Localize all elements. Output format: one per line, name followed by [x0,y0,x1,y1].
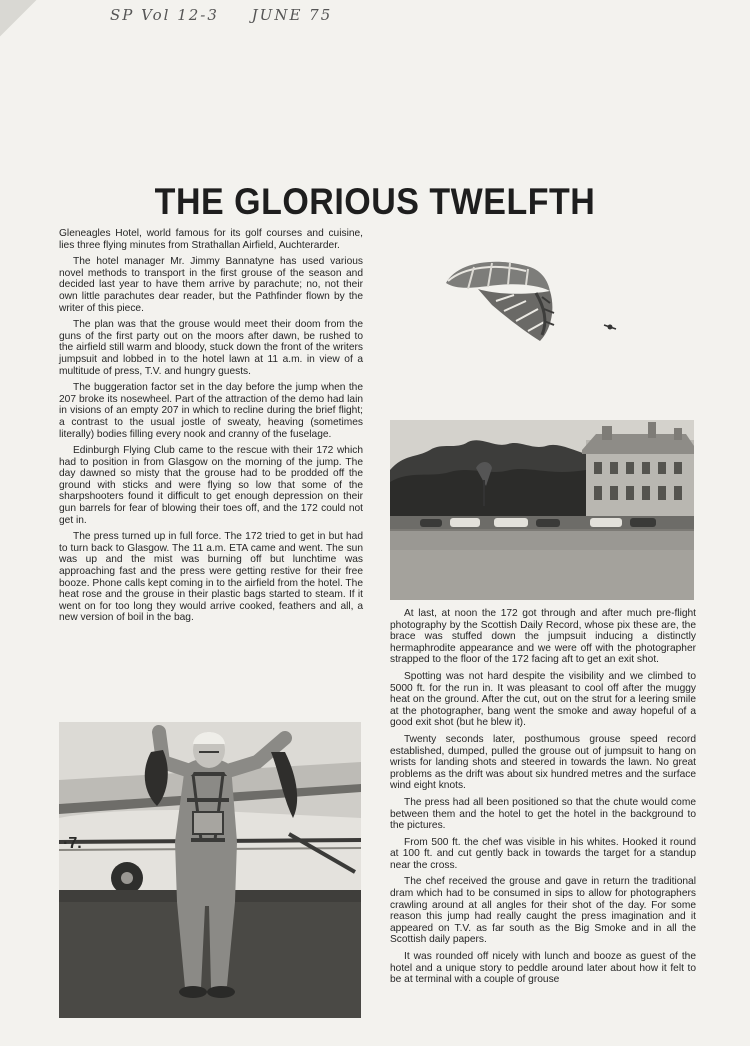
page-corner-fold [0,0,40,40]
paragraph: Spotting was not hard despite the visibility and we climbed to 5000 ft. for the run in. It was pleasant to cool off after the muggy heat on the ground. After the cut, out on the strut for a leering smile at the photographer, bang went the smoke and away hopeful of a good exit shot (but he blew it). [390,670,696,729]
paragraph: The chef received the grouse and gave in return the traditional dram which had to be consumed in sips to allow for photographers crawling around at all angles for their shot of the day. For some reason this jump had really caught the press imagination and it appeared on T.V. as far south as the Big Smoke and in all the Scottish daily papers. [390,876,696,946]
hotel-lawn-illustration [390,420,694,600]
article-left-column [59,228,363,629]
paragraph: At last, at noon the 172 got through and after much pre-flight photography by the Scottish Daily Record, whose pix these are, the brace was stuffed down the jumpsuit inducing a distinctly hermaphrodite appearance and we were off with the photographer strapped to the floor of the 172 facing aft to get an exit shot. [390,608,696,666]
hotel-lawn-photo [390,420,694,600]
article-title: THE GLORIOUS TWELFTH [154,181,596,223]
paragraph: Gleneagles Hotel, world famous for its golf courses and cuisine, lies three flying minutes from Strathallan Airfield, Auchterarder. [59,228,363,251]
article-right-column [390,608,696,991]
parachute-photo [438,255,628,375]
paragraph: The hotel manager Mr. Jimmy Bannatyne has used various novel methods to transport in the first grouse of the season and decided last year to have them arrive by parachute; no, not their own little parachutes dear reader, but the Pathfinder flown by the writer of this piece. [59,256,363,314]
parachutist-illustration [59,722,361,1018]
svg-text:·7.: ·7. [63,835,82,852]
paragraph: It was rounded off nicely with lunch and booze as guest of the hotel and a unique story to peddle around later about how it felt to be at terminal with a couple of grouse [390,951,696,986]
paragraph: The buggeration factor set in the day before the jump when the 207 broke its nosewheel. Part of the attraction of the demo had lain in visions of an empty 207 in which to recline during the brief flight; a contrast to the usual jostle of sweaty, heaving (sometimes literally) bodies filling every nook and cranny of the fuselage. [59,382,363,440]
handwritten-annotation [110,6,358,24]
paragraph: The press turned up in full force. The 172 tried to get in but had to turn back to Glasgow. The 11 a.m. ETA came and went. The sun was up and the mist was burning off but lunchtime was approaching fast and the press were getting restive for their free booze. Phone calls kept coming in to the airfield from the hotel. The heat rose and the grouse in their plastic bags started to steam. If it went on for too long they would arrive cooked, feathers and all, a new version of boil in the bag. [59,531,363,624]
paragraph: The press had all been positioned so that the chute would come between them and the hotel to get the hotel in the background to the pictures. [390,796,696,832]
paragraph: Edinburgh Flying Club came to the rescue with their 172 which had to position in from Glasgow on the morning of the jump. The day dawned so misty that the grouse had to be prodded off the ground with sticks and were flying so low that some of the sharpshooters found it difficult to get enough depression on their gun barrels for fear of blowing their toes off, and the 172 could not get in. [59,445,363,526]
paragraph: Twenty seconds later, posthumous grouse speed record established, dumped, pulled the grouse out of jumpsuit to hang on wrists for landing shots and steered in towards the lawn. No great problems as the drift was about six hundred metres and the surface wind eight knots. [390,733,696,792]
annotation-date: JUNE 75 [251,6,333,24]
parachute-illustration [438,255,628,375]
annotation-issue: SP Vol 12-3 [110,6,219,24]
paragraph: From 500 ft. the chef was visible in his whites. Hooked it round at 100 ft. and cut gently back in towards the target for a standup near the cross. [390,836,696,871]
parachutist-with-grouse-photo [59,722,361,1018]
paragraph: The plan was that the grouse would meet their doom from the guns of the first party out on the moors after dawn, be rushed to the airfield still warm and bloody, stuck down the front of the writers jumpsuit and lobbed in to the hotel lawn at 11 a.m. in view of a multitude of press, T.V. and hungry guests. [59,319,363,377]
